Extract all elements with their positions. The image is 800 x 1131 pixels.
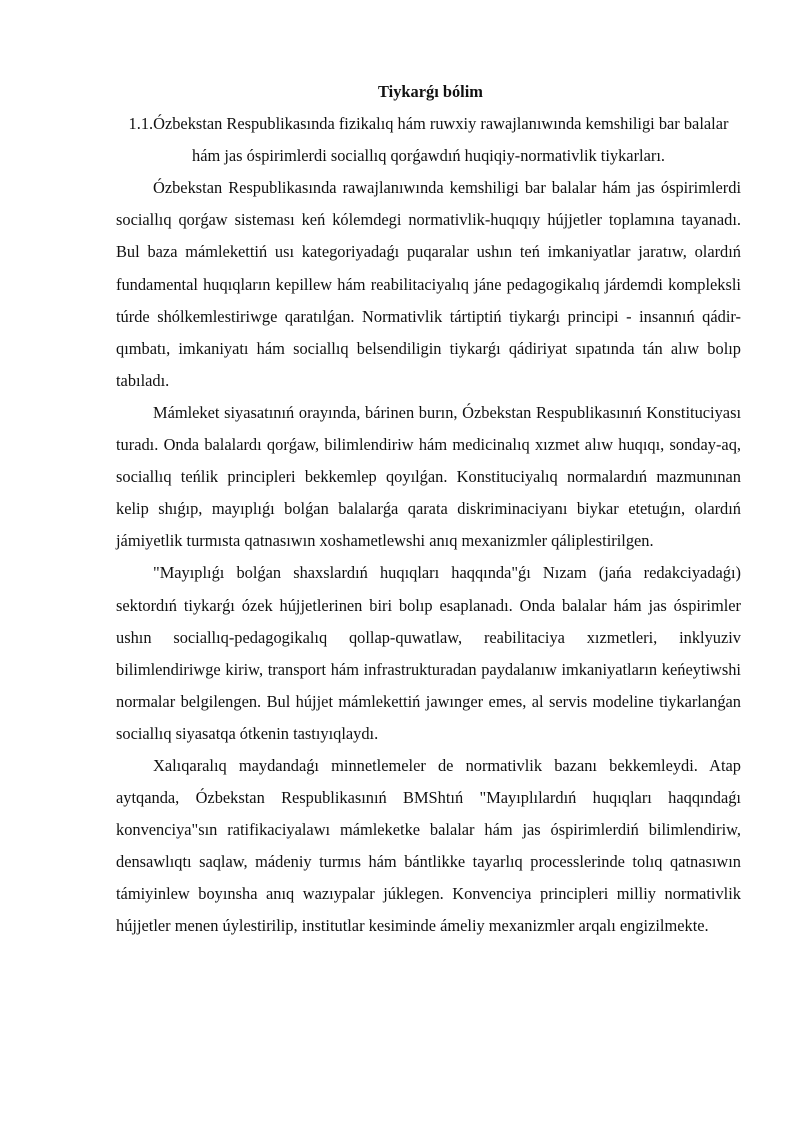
paragraph-1: Ózbekstan Respublikasında rawajlanıwında kemshiligi bar balalar hám jas óspirimlerdi sociallıq qorǵaw sisteması keń kólemdegi normativlik-huqıqıy hújjetler toplamına tayanadı. Bul baza mámlekettiń usı kategoriyadaǵı puqaralar ushın teń imkaniyatlar jaratıw, olardıń fundamental huqıqların kepillew hám reabilitaciyalıq jáne pedagogikalıq járdemdi kompleksli túrde shólkemlestiriwge qaratılǵan. Normativlik tártiptiń tiykarǵı principi - insannıń qádir-qımbatı, imkaniyatı hám sociallıq belsendiligin tiykarǵı qádiriyat sıpatında tán alıw bolıp tabıladı. — [116, 178, 741, 390]
paragraph-4: Xalıqaralıq maydandaǵı minnetlemeler de normativlik bazanı bekkemleydi. Atap aytqanda, Ózbekstan Respublikasınıń BMShtıń "Mayıplılardıń huqıqları haqqındaǵı konvenciya"sın ratifikaciyalawı mámleketke balalar hám jas óspirimlerdiń bilimlendiriw, densawlıqtı saqlaw, mádeniy turmıs hám bántlikke tayarlıq processlerinde tolıq qatnasıwın támiyinlew boyınsha anıq wazıypalar júklegen. Konvenciya principleri milliy normativlik hújjetler menen úylestirilip, institutlar kesiminde ámeliy mexanizmler arqalı engizilmekte. — [116, 755, 741, 936]
document-page — [116, 76, 741, 943]
section-subtitle: 1.1.Ózbekstan Respublikasında fizikalıq hám ruwxiy rawajlanıwında kemshiligi bar balalar hám jas óspirimlerdi sociallıq qorǵawdıń huqiqiy-normativlik tiykarları. — [128, 114, 729, 166]
section-title: Tiykarǵı bólim — [378, 82, 483, 101]
paragraph-2: Mámleket siyasatınıń orayında, bárinen burın, Ózbekstan Respublikasınıń Konstituciyası turadı. Onda balalardı qorǵaw, bilimlendiriw hám medicinalıq xızmet alıw huqıqı, sonday-aq, sociallıq teńlik principleri bekkemlep qoyılǵan. Konstituciyalıq normalardıń mazmunınan kelip shıǵıp, mayıplıǵı bolǵan balalarǵa qarata diskriminaciyanı biykar etetuǵın, olardıń jámiyetlik turmısta qatnasıwın xoshametlewshi anıq mexanizmler qáliplestirilgen. — [116, 402, 741, 551]
paragraph-3: "Mayıplıǵı bolǵan shaxslardıń huqıqları haqqında"ǵı Nızam (jańa redakciyadaǵı) sektordıń tiykarǵı ózek hújjetlerinen biri bolıp esaplanadı. Onda balalar hám jas óspirimler ushın sociallıq-pedagogikalıq qollap-quwatlaw, reabilitaciya xızmetleri, inklyuziv bilimlendiriwge kiriw, transport hám infrastrukturadan paydalanıw imkaniyatların keńeytiwshi normalar belgilengen. Bul hújjet mámlekettiń jawınger emes, al servis modeline tiykarlanǵan sociallıq siyasatqa ótkenin tastıyıqlaydı. — [116, 563, 741, 743]
